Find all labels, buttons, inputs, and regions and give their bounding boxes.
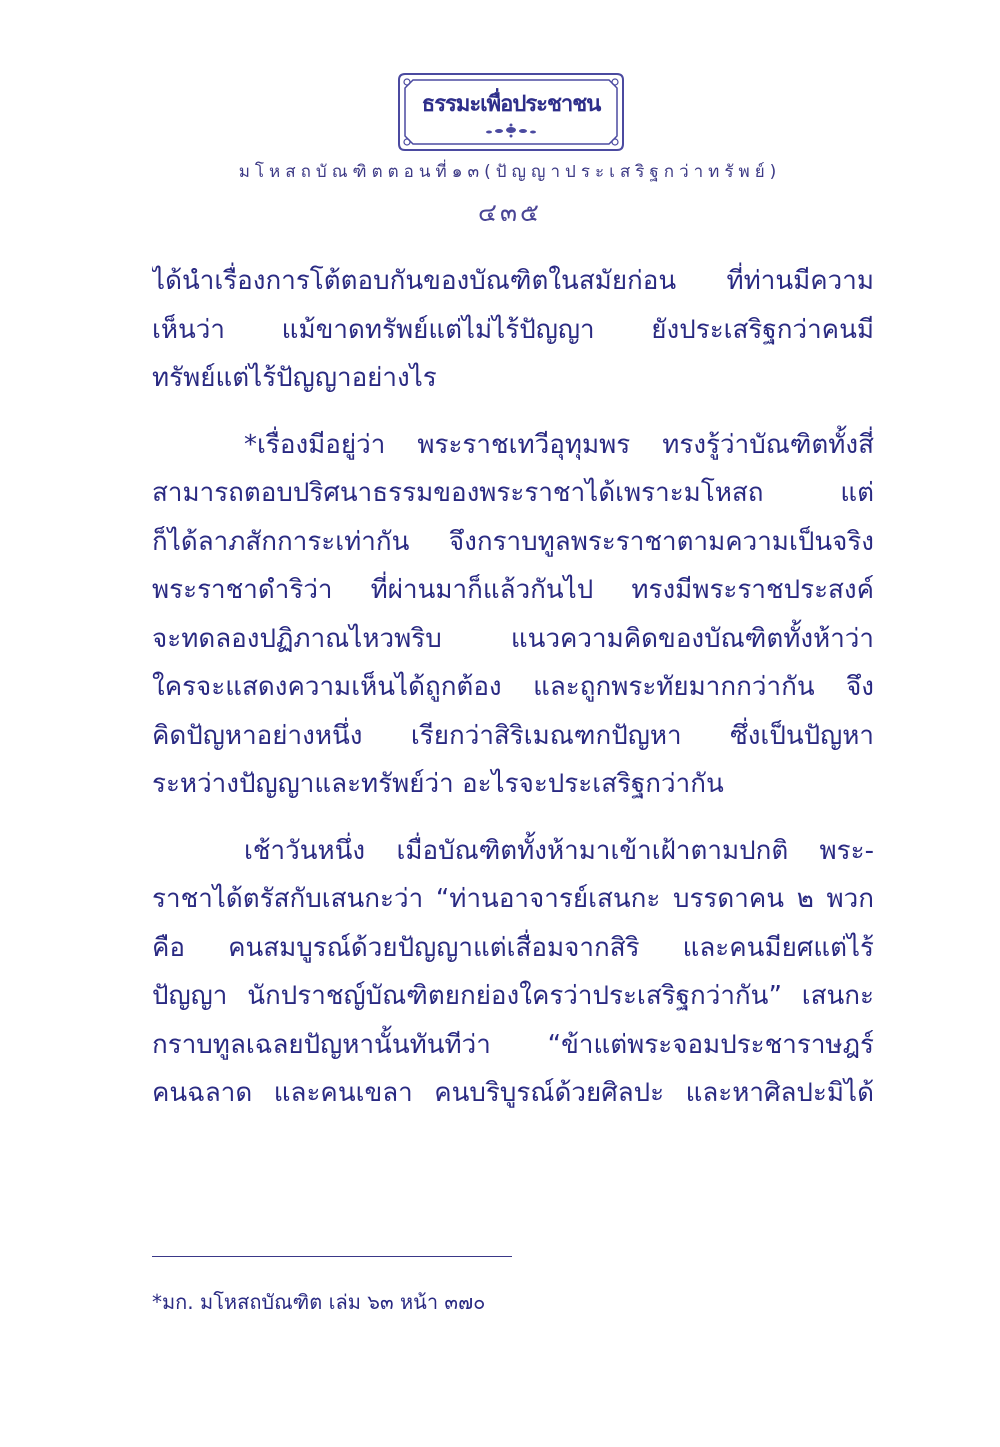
dhamma-for-people-logo xyxy=(395,70,627,154)
text-line: ปัญญา นักปราชญ์บัณฑิตยกย่องใครว่าประเสริฐกว่ากัน” เสนกะ xyxy=(152,981,874,1011)
running-head: มโหสถบัณฑิตตอนที่๑๓(ปัญญาประเสริฐกว่าทรัพย์) xyxy=(238,162,782,182)
text-line: คิดปัญหาอย่างหนึ่ง เรียกว่าสิริเมณฑกปัญหา ซึ่งเป็นปัญหา xyxy=(152,720,874,751)
text-line: เช้าวันหนึ่ง เมื่อบัณฑิตทั้งห้ามาเข้าเฝ้าตามปกติ พระ- xyxy=(244,835,874,866)
paragraph-spacer xyxy=(152,403,874,421)
text-line: ระหว่างปัญญาและทรัพย์ว่า อะไรจะประเสริฐกว่ากัน xyxy=(152,769,724,799)
text-line: ทรัพย์แต่ไร้ปัญญาอย่างไร xyxy=(152,363,437,393)
text-line: คือ คนสมบูรณ์ด้วยปัญญาแต่เสื่อมจากสิริ และคนมียศแต่ไร้ xyxy=(152,932,874,963)
text-line: *เรื่องมีอยู่ว่า พระราชเทวีอุทุมพร ทรงรู้ว่าบัณฑิตทั้งสี่ xyxy=(244,429,874,460)
text-line: เห็นว่า แม้ขาดทรัพย์แต่ไม่ไร้ปัญญา ยังประเสริฐกว่าคนมี xyxy=(152,314,874,345)
body-text xyxy=(152,257,874,1118)
text-line: กราบทูลเฉลยปัญหานั้นทันทีว่า “ข้าแต่พระจอมประชาราษฎร์ xyxy=(152,1029,874,1060)
text-line: ใครจะแสดงความเห็นได้ถูกต้อง และถูกพระทัยมากกว่ากัน จึง xyxy=(152,672,874,702)
text-line: ได้นำเรื่องการโต้ตอบกันของบัณฑิตในสมัยก่อน ที่ท่านมีความ xyxy=(152,266,874,296)
svg-text:ธรรมะเพื่อประชาชน: ธรรมะเพื่อประชาชน xyxy=(421,92,601,117)
text-line: สามารถตอบปริศนาธรรมของพระราชาได้เพราะมโหสถ แต่ xyxy=(152,478,874,508)
text-line: จะทดลองปฏิภาณไหวพริบ แนวความคิดของบัณฑิตทั้งห้าว่า xyxy=(152,623,874,654)
footnote: *มก. มโหสถบัณฑิต เล่ม ๖๓ หน้า ๓๗๐ xyxy=(152,1290,486,1314)
footnote-divider xyxy=(152,1256,512,1257)
page-number: ๔๓๕ xyxy=(478,198,542,227)
text-line: คนฉลาด และคนเขลา คนบริบูรณ์ด้วยศิลปะ และหาศิลปะมิได้ xyxy=(152,1078,874,1108)
text-line: ก็ได้ลาภสักการะเท่ากัน จึงกราบทูลพระราชาตามความเป็นจริง xyxy=(152,526,874,557)
text-line: พระราชาดำริว่า ที่ผ่านมาก็แล้วกันไป ทรงมีพระราชประสงค์ xyxy=(152,575,874,605)
paragraph-spacer xyxy=(152,809,874,827)
text-line: ราชาได้ตรัสกับเสนกะว่า “ท่านอาจารย์เสนกะ บรรดาคน ๒ พวก xyxy=(152,884,874,914)
